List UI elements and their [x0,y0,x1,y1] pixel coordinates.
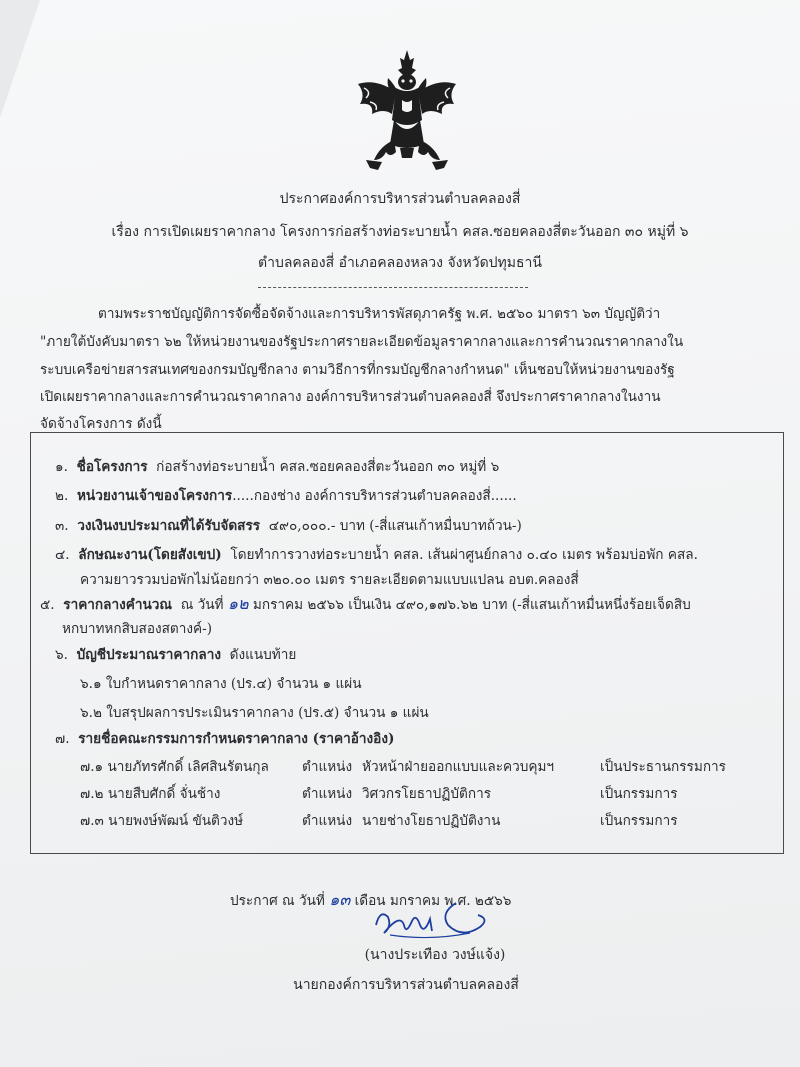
header-divider [258,287,528,288]
item-value: ก่อสร้างท่อระบายน้ำ คสล.ซอยคลองสี่ตะวันออก ๓๐ หมู่ที่ ๖ [156,459,500,475]
committee-role: เป็นกรรมการ [600,813,678,829]
position-label: ตำแหน่ง [302,759,353,775]
item-label: ชื่อโครงการ [76,459,148,475]
item-number: ๖. [55,647,68,663]
item-value: มกราคม ๒๕๖๖ เป็นเงิน ๔๙๐,๑๗๖.๖๒ บาท (-สี่แสนเก้าหมื่นหนึ่งร้อยเจ็ดสิบ [252,597,691,613]
committee-member: ๗.๓ นายพงษ์พัฒน์ ขันติวงษ์ [80,813,244,829]
item-number: ๑. [55,459,68,475]
committee-role: เป็นประธานกรรมการ [600,759,726,775]
signer-title: นายกองค์การบริหารส่วนตำบลคลองสี่ [293,977,519,993]
item-value: ดังแนบท้าย [229,647,297,663]
committee-member: ๗.๒ นายสืบศักดิ์ จั่นช้าง [80,786,221,802]
intro-line-4: เปิดเผยราคากลางและการคำนวณราคากลาง องค์การบริหารส่วนตำบลคลองสี่ จึงประกาศราคากลางในงาน [40,389,661,405]
committee-role: เป็นกรรมการ [600,786,678,802]
item-label: ราคากลางคำนวณ [63,597,173,613]
item-1 [55,455,499,477]
item-number: ๓. [55,518,69,534]
garuda-emblem-icon [352,48,462,176]
item-label: ลักษณะงาน(โดยสังเขป) [78,547,222,563]
item-value: โดยทำการวางท่อระบายน้ำ คสล. เส้นผ่าศูนย์กลาง ๐.๔๐ เมตร พร้อมบ่อพัก คสล. [230,547,698,563]
announcement-title: ประกาศองค์การบริหารส่วนตำบลคลองสี่ [279,191,521,207]
date-suffix: เดือน มกราคม พ.ศ. ๒๕๖๖ [354,893,512,909]
item-number: ๔. [55,547,70,563]
item-number: ๕. [40,597,55,613]
position-value: วิศวกรโยธาปฏิบัติการ [362,786,492,802]
signer-name: (นางประเทือง วงษ์แจ้ง) [364,947,506,963]
committee-member: ๗.๑ นายภัทรศักดิ์ เลิศสินรัตนกุล [80,759,269,775]
item-4 [55,543,698,565]
position-value: นายช่างโยธาปฏิบัติงาน [362,813,501,829]
item-number: ๒. [55,488,69,504]
intro-line-2: "ภายใต้บังคับมาตรา ๖๒ ให้หน่วยงานของรัฐประกาศรายละเอียดข้อมูลราคากลางและการคำนวณราคากลางใน [40,334,684,350]
item-4-continued: ความยาวรวมบ่อพักไม่น้อยกว่า ๓๒๐.๐๐ เมตร รายละเอียดตามแบบแปลน อบต.คลองสี่ [80,572,579,588]
item-2 [55,484,517,506]
item-label: รายชื่อคณะกรรมการกำหนดราคากลาง (ราคาอ้างอิง) [78,731,395,747]
item-7 [55,727,394,749]
handwritten-day: ๑๓ [329,890,351,909]
item-number: ๗. [55,731,70,747]
subject-line: เรื่อง การเปิดเผยราคากลาง โครงการก่อสร้างท่อระบายน้ำ คสล.ซอยคลองสี่ตะวันออก ๓๐ หมู่ที่ ๖ [111,224,689,240]
location-line: ตำบลคลองสี่ อำเภอคลองหลวง จังหวัดปทุมธานี [258,255,542,271]
item-value: ๔๙๐,๐๐๐.- บาท (-สี่แสนเก้าหมื่นบาทถ้วน-) [268,518,522,534]
item-5-continued: หกบาทหกสิบสองสตางค์-) [62,621,213,637]
handwritten-day: ๑๒ [227,594,249,613]
item-label: หน่วยงานเจ้าของโครงการ [76,488,233,504]
item-3 [55,514,522,536]
item-6-1: ๖.๑ ใบกำหนดราคากลาง (ปร.๔) จำนวน ๑ แผ่น [80,676,362,692]
intro-line-5: จัดจ้างโครงการ ดังนี้ [40,416,162,432]
intro-line-3: ระบบเครือข่ายสารสนเทศของกรมบัญชีกลาง ตามวิธีการที่กรมบัญชีกลางกำหนด" เห็นชอบให้หน่วยงานของรัฐ [40,362,675,378]
item-value: .....กองช่าง องค์การบริหารส่วนตำบลคลองสี่...... [232,488,517,504]
item-label: วงเงินงบประมาณที่ได้รับจัดสรร [77,518,261,534]
item-6 [55,643,296,665]
position-label: ตำแหน่ง [302,813,353,829]
item-date-prefix: ณ วันที่ [180,597,224,613]
item-label: บัญชีประมาณราคากลาง [76,647,221,663]
intro-line-1: ตามพระราชบัญญัติการจัดซื้อจัดจ้างและการบริหารพัสดุภาครัฐ พ.ศ. ๒๕๖๐ มาตรา ๖๓ บัญญัติว่า [98,306,661,322]
date-prefix: ประกาศ ณ วันที่ [230,893,325,909]
paper-fold-shadow [0,0,40,118]
position-value: หัวหน้าฝ่ายออกแบบและควบคุมฯ [362,759,555,775]
item-5 [40,592,691,617]
position-label: ตำแหน่ง [302,786,353,802]
handwritten-signature [370,895,500,950]
item-6-2: ๖.๒ ใบสรุปผลการประเมินราคากลาง (ปร.๕) จำนวน ๑ แผ่น [80,705,429,721]
